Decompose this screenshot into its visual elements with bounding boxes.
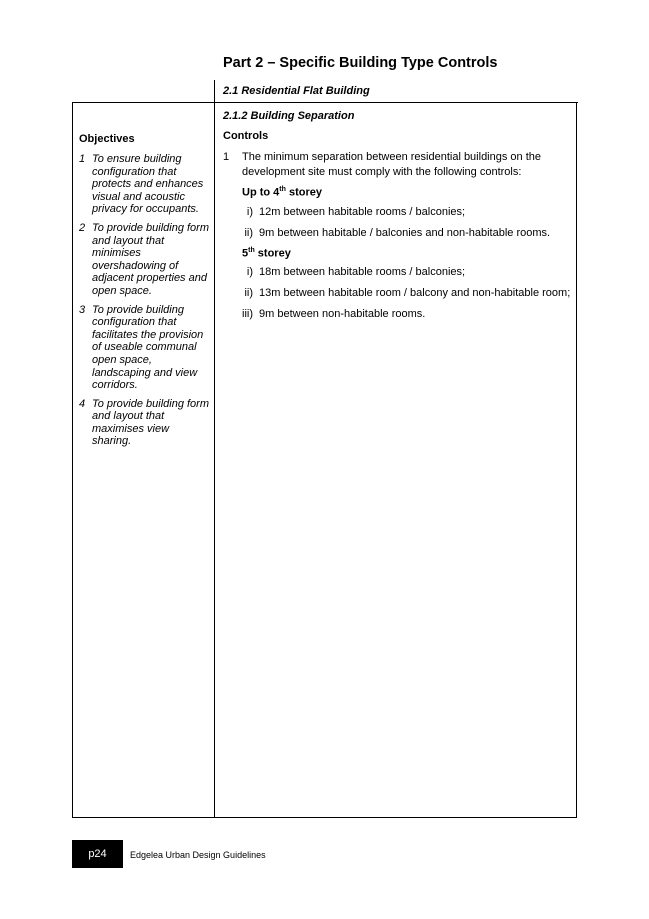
control-item bbox=[223, 150, 573, 179]
storey-controls-list bbox=[223, 265, 573, 321]
storey-controls-list bbox=[223, 205, 573, 240]
subsection-title: 2.1.2 Building Separation bbox=[223, 110, 355, 122]
objective-item bbox=[79, 304, 209, 392]
objective-text: To provide building form and layout that maximises view sharing. bbox=[92, 397, 209, 448]
objective-item bbox=[79, 153, 209, 216]
storey-heading-up-to-4th: Up to 4th storey bbox=[242, 186, 322, 199]
page-number: p24 bbox=[88, 848, 107, 860]
objectives-list bbox=[79, 153, 209, 448]
objective-item bbox=[79, 398, 209, 448]
footer-document-title: Edgelea Urban Design Guidelines bbox=[130, 850, 266, 860]
section-title: 2.1 Residential Flat Building bbox=[223, 85, 370, 97]
objective-text: To provide building configuration that facilitates the provision of useable communal open space, landscaping and view corridors. bbox=[92, 303, 204, 392]
objectives-heading: Objectives bbox=[79, 133, 135, 145]
objective-number: 2 bbox=[79, 221, 86, 234]
objectives-column bbox=[79, 133, 209, 454]
header-divider-line bbox=[214, 80, 215, 103]
controls-column bbox=[223, 110, 573, 328]
sub-control-item: ii) 9m between habitable / balconies and non-habitable rooms. bbox=[244, 226, 551, 239]
control-number: 1 bbox=[223, 151, 230, 163]
objective-item bbox=[79, 222, 209, 298]
objective-number: 4 bbox=[79, 397, 86, 410]
sub-control-item: ii) 13m between habitable room / balcony and non-habitable room; bbox=[244, 287, 571, 300]
controls-heading: Controls bbox=[223, 130, 269, 142]
page-title: Part 2 – Specific Building Type Controls bbox=[223, 55, 498, 71]
column-divider bbox=[214, 102, 215, 818]
control-text: The minimum separation between residential buildings on the development site must comply with the following controls: bbox=[242, 151, 542, 178]
storey-heading-5th: 5th storey bbox=[242, 246, 291, 260]
sub-control-item: i) 18m between habitable rooms / balconies; bbox=[246, 266, 466, 279]
objective-text: To provide building form and layout that minimises overshadowing of adjacent properties and open space. bbox=[92, 221, 209, 297]
sub-control-item: i) 12m between habitable rooms / balconies; bbox=[246, 205, 466, 218]
sub-control-item: iii) 9m between non-habitable rooms. bbox=[242, 308, 426, 321]
objective-number: 1 bbox=[79, 153, 86, 165]
objective-number: 3 bbox=[79, 303, 86, 316]
objective-text: To ensure building configuration that protects and enhances visual and acoustic privacy for occupants. bbox=[92, 153, 204, 216]
